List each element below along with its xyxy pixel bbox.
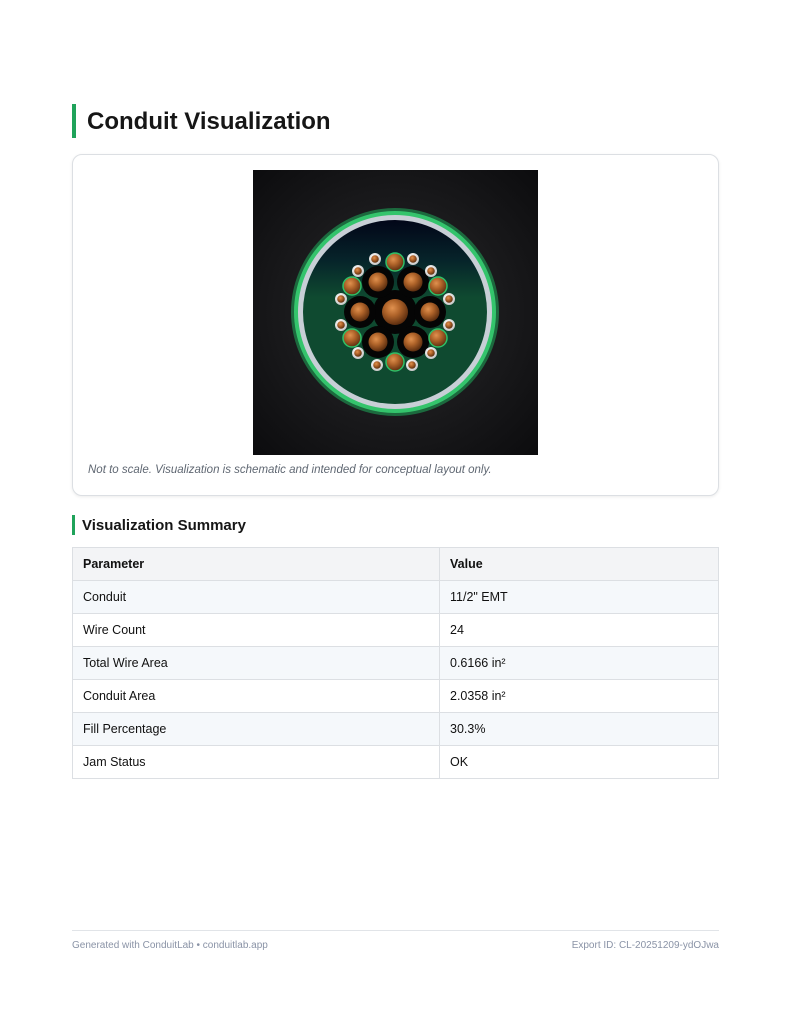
table-row — [73, 680, 719, 713]
value-cell: 11/2" EMT — [440, 581, 719, 614]
visualization-card — [72, 154, 719, 496]
footer-export-id: Export ID: CL-20251209-ydOJwa — [571, 940, 719, 951]
page-title: Conduit Visualization — [72, 104, 331, 138]
section-title: Visualization Summary — [72, 515, 246, 535]
table-row — [73, 746, 719, 779]
column-header-value: Value — [440, 548, 719, 581]
parameter-cell: Jam Status — [73, 746, 440, 779]
conduit-cross-section-image — [253, 170, 538, 455]
value-cell: 0.6166 in² — [440, 647, 719, 680]
table-header-row — [73, 548, 719, 581]
column-header-parameter: Parameter — [73, 548, 440, 581]
summary-table — [72, 547, 719, 779]
footer-divider — [72, 930, 719, 931]
parameter-cell: Total Wire Area — [73, 647, 440, 680]
value-cell: 30.3% — [440, 713, 719, 746]
parameter-cell: Fill Percentage — [73, 713, 440, 746]
table-row — [73, 581, 719, 614]
table-row — [73, 614, 719, 647]
parameter-cell: Wire Count — [73, 614, 440, 647]
table-row — [73, 647, 719, 680]
footer-generated-by: Generated with ConduitLab • conduitlab.app — [72, 940, 268, 951]
table-row — [73, 713, 719, 746]
visualization-caption: Not to scale. Visualization is schematic and intended for conceptual layout only. — [88, 464, 492, 476]
parameter-cell: Conduit Area — [73, 680, 440, 713]
value-cell: 2.0358 in² — [440, 680, 719, 713]
value-cell: 24 — [440, 614, 719, 647]
value-cell: OK — [440, 746, 719, 779]
parameter-cell: Conduit — [73, 581, 440, 614]
